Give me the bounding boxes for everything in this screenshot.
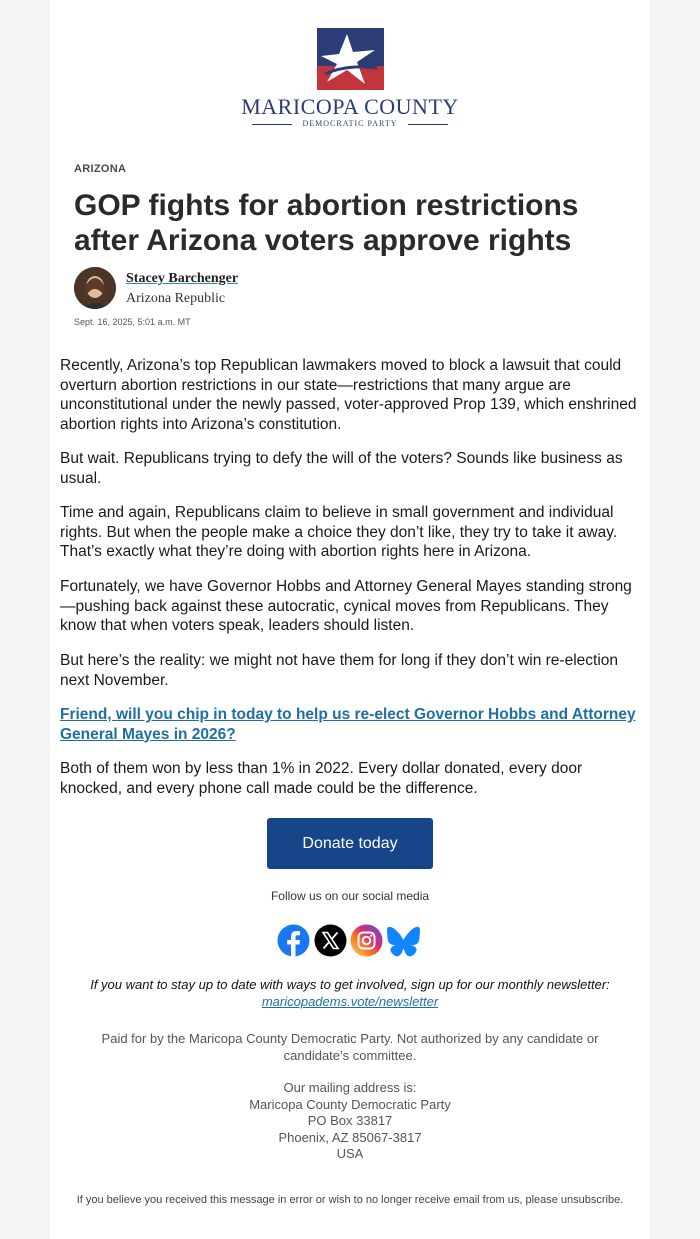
- address-city: Phoenix, AZ 85067-3817: [278, 1129, 422, 1145]
- paid-for-disclaimer: Paid for by the Maricopa County Democratic Party. Not authorized by any candidate or candidate’s committee.: [101, 1031, 599, 1063]
- address-name: Maricopa County Democratic Party: [249, 1096, 451, 1112]
- author-publication: Arizona Republic: [126, 291, 226, 306]
- donate-appeal-link[interactable]: Friend, will you chip in today to help us re-elect Governor Hobbs and Attorney General Mayes in 2026?: [60, 706, 636, 743]
- newsletter-note: If you want to stay up to date with ways to get involved, sign up for our monthly newsletter: maricopadems.vote/newsletter: [90, 977, 610, 1009]
- newsletter-link[interactable]: maricopadems.vote/newsletter: [261, 994, 439, 1009]
- facebook-icon[interactable]: [277, 924, 310, 957]
- org-subtitle: DEMOCRATIC PARTY: [252, 119, 448, 131]
- article-headline[interactable]: GOP fights for abortion restrictions after Arizona voters approve rights: [74, 189, 579, 257]
- x-icon[interactable]: [314, 924, 347, 957]
- party-logo[interactable]: [50, 28, 650, 128]
- mailing-address: [50, 1080, 650, 1163]
- social-heading: Follow us on our social media: [270, 889, 430, 903]
- paragraph-3: Time and again, Republicans claim to believe in small government and individual rights. But when the people make a choice they don’t like, they try to take it away. That’s exactly what they’re doing with abortion rights here in Arizona.: [60, 504, 618, 560]
- address-po: PO Box 33817: [307, 1113, 393, 1128]
- org-name: MARICOPA COUNTY: [241, 94, 459, 119]
- paragraph-2: But wait. Republicans trying to defy the will of the voters? Sounds like business as usual.: [60, 450, 623, 487]
- paragraph-4: Fortunately, we have Governor Hobbs and Attorney General Mayes standing strong—pushing back against these autocratic, cynical moves from Republicans. They know that when voters speak, leaders should listen.: [60, 578, 632, 634]
- paragraph-5: But here’s the reality: we might not have them for long if they don’t win re-election next November.: [60, 652, 619, 689]
- unsubscribe-note[interactable]: If you believe you received this message in error or wish to no longer receive email from us, please unsubscribe.: [76, 1194, 624, 1206]
- address-country: USA: [336, 1146, 364, 1161]
- paragraph-1: Recently, Arizona’s top Republican lawmakers moved to block a lawsuit that could overturn abortion restrictions in our state—restrictions that many argue are unconstitutional under the newly passed, voter-approved Prop 139, which enshrined abortion rights into Arizona’s constitution.: [60, 357, 637, 433]
- paragraph-6: Both of them won by less than 1% in 2022. Every dollar donated, every door knocked, and every phone call made could be the difference.: [60, 760, 583, 797]
- author-name-link[interactable]: Stacey Barchenger: [126, 271, 239, 286]
- article-section: ARIZONA: [74, 163, 127, 175]
- email-body: [50, 0, 650, 1239]
- donate-button[interactable]: Donate today: [267, 818, 433, 869]
- article-date: Sept. 16, 2025, 5:01 a.m. MT: [74, 317, 191, 327]
- instagram-icon[interactable]: [350, 924, 383, 957]
- author-avatar: [74, 267, 116, 309]
- mailing-label: Our mailing address is:: [283, 1080, 417, 1095]
- star-logo-icon: [317, 28, 384, 90]
- bluesky-icon[interactable]: [387, 924, 420, 957]
